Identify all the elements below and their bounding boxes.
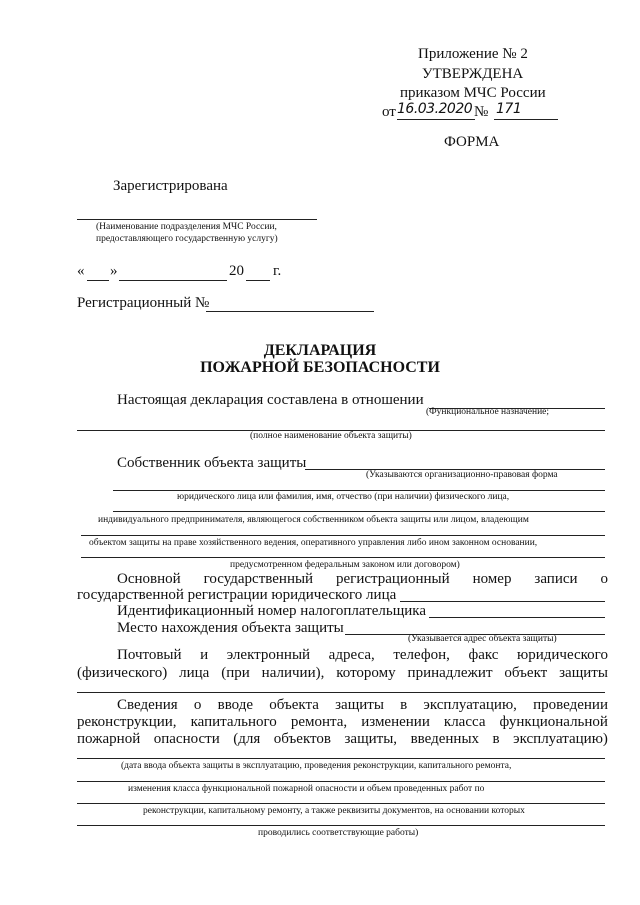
info-line-3: пожарной опасности (для объектов защиты, введенных в эксплуатацию) [77,731,608,747]
owner-caption-5: предусмотренном федеральным законом или договором) [230,560,460,570]
day-line [87,280,109,281]
title-line-2: ПОЖАРНОЙ БЕЗОПАСНОСТИ [200,359,440,376]
owner-line-4 [81,535,605,536]
declaration-for-label: Настоящая декларация составлена в отношении [117,392,424,408]
date-close-quote: » [110,263,118,279]
ogrn-line-2: государственной регистрации юридического лица [77,587,397,603]
year-suffix: г. [273,263,282,279]
info-line-1: Сведения о вводе объекта защиты в эксплуатацию, проведении [117,697,608,713]
owner-caption-3: индивидуального предпринимателя, являющегося собственником объекта защиты или лицом, владеющим [98,515,529,525]
owner-caption-2: юридического лица или фамилия, имя, отчество (при наличии) физического лица, [177,492,510,502]
reg-number-label: Регистрационный № [77,295,210,311]
handwritten-number: 171 [496,101,522,117]
location-caption: (Указывается адрес объекта защиты) [408,634,557,644]
date-prefix: от [382,104,396,120]
ogrn-fill-line [400,601,605,602]
info-caption-4: проводились соответствующие работы) [258,828,419,838]
owner-caption-1: (Указываются организационно-правовая форма [366,470,558,480]
contacts-line-1: Почтовый и электронный адреса, телефон, факс юридического [117,647,608,663]
owner-caption-4: объектом защиты на праве хозяйственного ведения, оперативного управления либо ином законном основании, [89,538,538,548]
info-fill-line-3 [77,803,605,804]
reg-number-line [206,311,374,312]
unit-caption-1: (Наименование подразделения МЧС России, [96,222,277,232]
title-line-1: ДЕКЛАРАЦИЯ [263,342,377,359]
number-underline [494,119,558,120]
full-name-caption: (полное наименование объекта защиты) [250,431,412,441]
year-line [246,280,270,281]
unit-caption-2: предоставляющего государственную услугу) [96,234,278,244]
year-prefix: 20 [229,263,244,279]
info-caption-2: изменения класса функциональной пожарной опасности и объем проведенных работ по [128,784,485,794]
owner-label: Собственник объекта защиты [117,455,307,471]
handwritten-date: 16.03.2020 [397,101,473,117]
appendix-label: Приложение № 2 [418,46,528,62]
functional-caption: (Функциональное назначение; [426,407,550,417]
info-caption-3: реконструкции, капитальному ремонту, а также реквизиты документов, на основании которых [143,806,525,816]
form-label: ФОРМА [444,134,500,150]
number-sign: № [474,104,489,120]
info-caption-1: (дата ввода объекта защиты в эксплуатацию, проведения реконструкции, капитального ремонта, [121,761,512,771]
inn-fill-line [429,617,605,618]
date-open-quote: « [77,263,85,279]
approved-label: УТВЕРЖДЕНА [422,66,524,82]
registered-label: Зарегистрирована [113,178,228,194]
info-fill-line-1 [77,758,605,759]
location-label: Место нахождения объекта защиты [117,620,344,636]
date-underline [397,119,475,120]
owner-line-2 [113,490,605,491]
unit-line [77,219,317,220]
inn-label: Идентификационный номер налогоплательщика [117,603,427,619]
ogrn-line-1: Основной государственный регистрационный номер записи о [117,571,608,587]
owner-line-5 [81,557,605,558]
info-line-2: реконструкции, капитального ремонта, изменении класса функциональной [77,714,608,730]
info-fill-line-2 [77,781,605,782]
info-fill-line-4 [77,825,605,826]
order-label: приказом МЧС России [400,85,546,101]
month-line [119,280,227,281]
contacts-line-2: (физического) лица (при наличии), которому принадлежит объект защиты [77,665,608,681]
contacts-fill-line [77,692,605,693]
owner-line-3 [113,511,605,512]
